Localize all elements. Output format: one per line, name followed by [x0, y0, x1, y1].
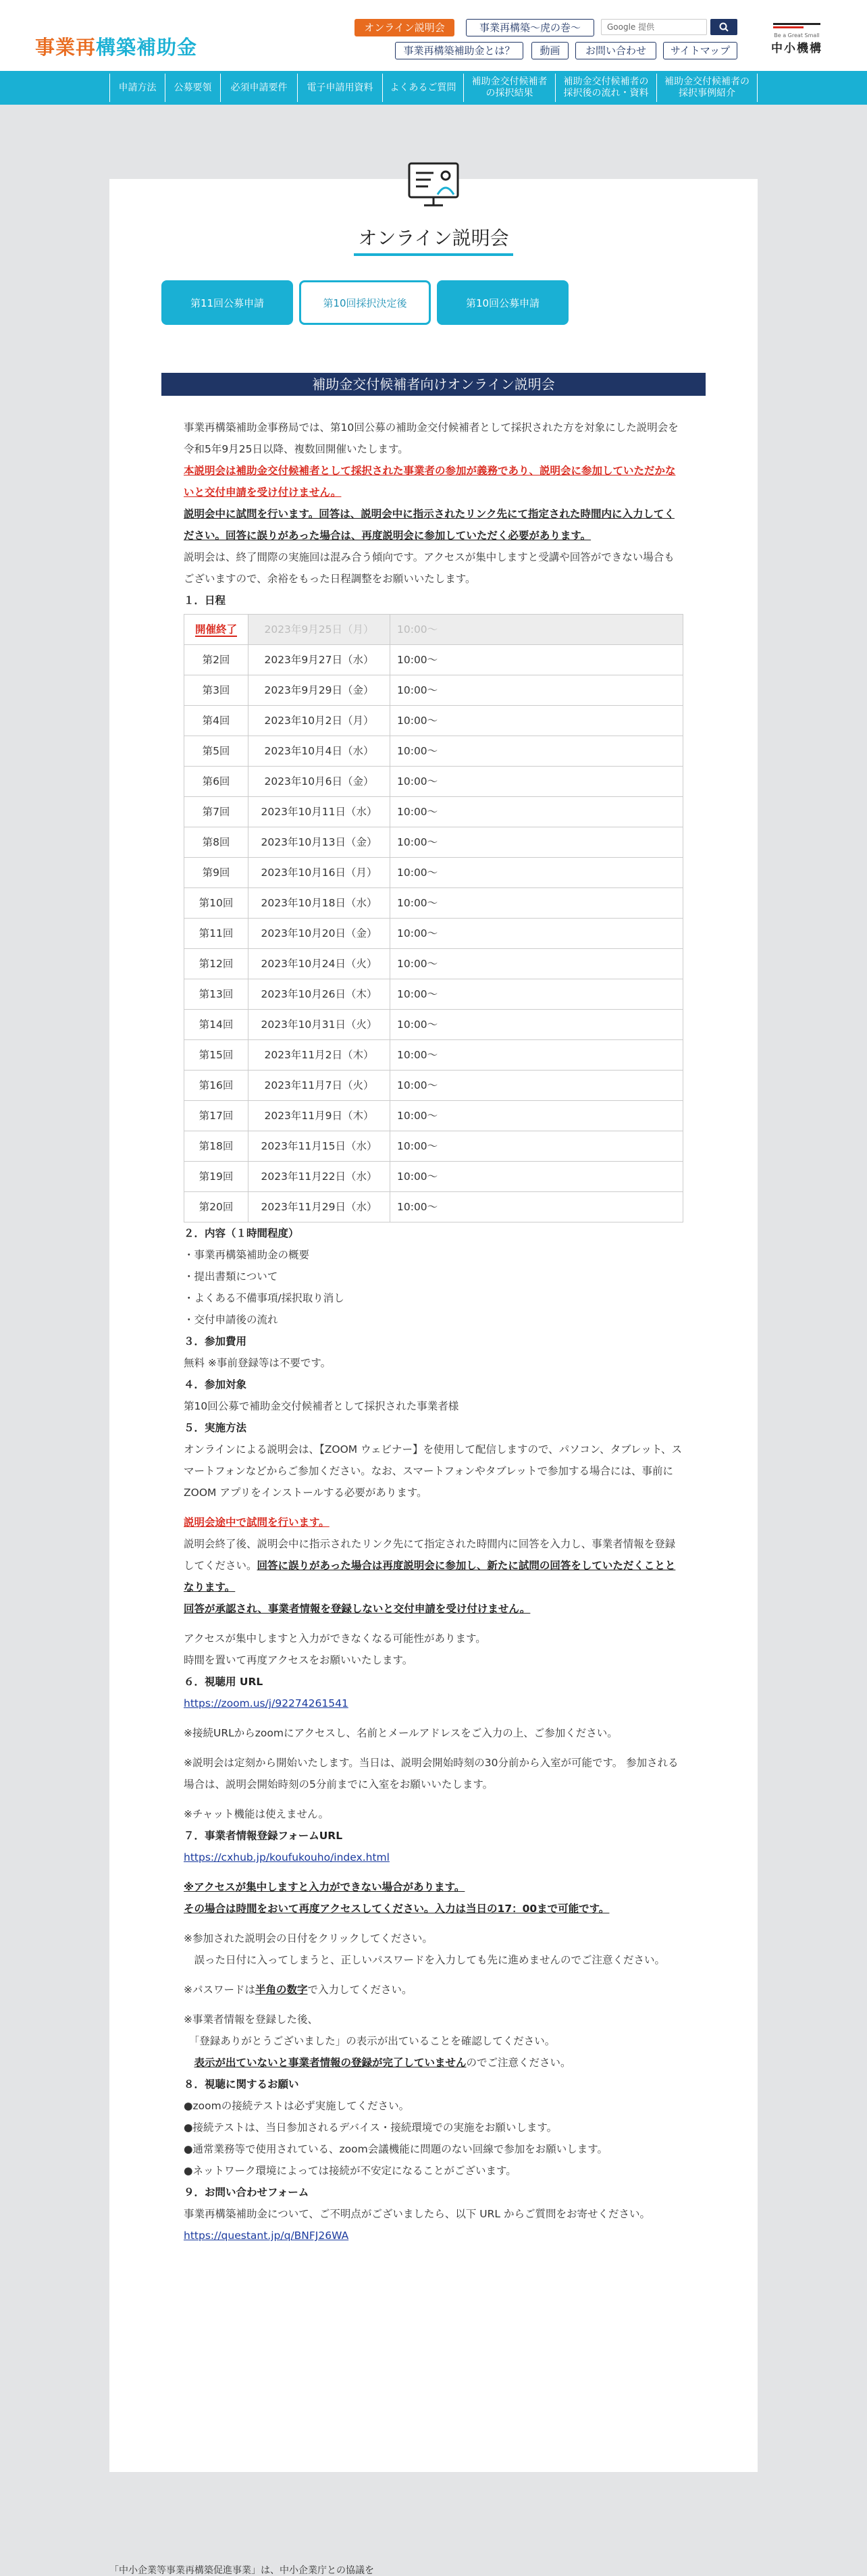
method-answer-text — [184, 1533, 683, 1598]
table-row — [184, 1040, 683, 1071]
session-date: 2023年10月2日（月） — [248, 706, 390, 736]
session-number: 第15回 — [184, 1040, 248, 1071]
table-row — [184, 979, 683, 1010]
intro-warning: 本説明会は補助金交付候補者として採択された事業者の参加が義務であり、説明会に参加していただかないと交付申請を受け付けません。 — [184, 465, 676, 498]
logo-blue-text: 構築補助金 — [96, 36, 198, 59]
session-date: 2023年11月15日（水） — [248, 1131, 390, 1162]
session-number: 第7回 — [184, 797, 248, 827]
session-time: 10:00〜 — [390, 645, 683, 675]
list-item: ●接続テストは、当日参加されるデバイス・接続環境での実施をお願いします。 — [184, 2121, 558, 2134]
intro-schedule-note: 説明会は、終了間際の実施回は混み合う傾向です。アクセスが集中しますと受講や回答ができない場合もございますので、余裕をもった日程調整をお願いいたします。 — [184, 551, 675, 585]
closed-badge: 開催終了 — [194, 623, 237, 636]
session-number: 第5回 — [184, 736, 248, 767]
form-note-1: ※参加された説明会の日付をクリックしてください。 — [184, 1932, 433, 1944]
session-number: 第13回 — [184, 979, 248, 1010]
pw-note-b: 半角の数字 — [255, 1984, 308, 1996]
form-password-note — [184, 1979, 683, 2001]
table-row — [184, 1131, 683, 1162]
session-time: 10:00〜 — [390, 1040, 683, 1071]
table-row — [184, 675, 683, 706]
footer-text: 「中小企業等事業再構築促進事業」は、中小企業庁との協議を — [109, 2565, 374, 2576]
tab-11th-application[interactable]: 第11回公募申請 — [161, 280, 293, 325]
session-time: 10:00〜 — [390, 767, 683, 797]
table-row — [184, 1071, 683, 1101]
list-item: ・交付申請後の流れ — [184, 1314, 278, 1326]
target-text: 第10回公募で補助金交付候補者として採択された事業者様 — [184, 1400, 459, 1412]
table-row — [184, 797, 683, 827]
sitemap-button[interactable]: サイトマップ — [663, 42, 737, 59]
session-number: 第18回 — [184, 1131, 248, 1162]
form-note-5: 「登録ありがとうございました」の表示が出ていることを確認してください。 — [184, 2035, 556, 2047]
form-warning-1: ※アクセスが集中しますと入力ができない場合があります。 — [184, 1881, 465, 1893]
section-content-heading: ２．内容（１時間程度） — [184, 1227, 299, 1239]
method-quiz-warning: 説明会途中で試問を行います。 — [184, 1516, 330, 1528]
session-date: 2023年10月16日（月） — [248, 858, 390, 888]
session-time: 10:00〜 — [390, 736, 683, 767]
session-number: 第20回 — [184, 1192, 248, 1222]
pw-note-a: ※パスワードは — [184, 1984, 255, 1996]
zoom-note-2: ※説明会は定刻から開始いたします。当日は、説明会開始時刻の30分前から入室が可能です。 参加される場合は、説明会開始時刻の5分前までに入室をお願いいたします。 — [184, 1757, 679, 1791]
table-row — [184, 1162, 683, 1192]
registration-form-link[interactable]: https://cxhub.jp/koufukouho/index.html — [184, 1851, 390, 1863]
session-time: 10:00〜 — [390, 706, 683, 736]
main-card — [109, 179, 758, 2472]
content-body — [184, 417, 683, 2246]
form-note-6a: 表示が出ていないと事業者情報の登録が完了していません — [194, 2057, 467, 2069]
inquiry-form-link[interactable]: https://questant.jp/q/BNFJ26WA — [184, 2230, 349, 2242]
section-schedule-heading: １．日程 — [184, 594, 226, 607]
session-time: 10:00〜 — [390, 919, 683, 949]
method-access-note: アクセスが集中しますと入力ができなくなる可能性があります。 — [184, 1632, 486, 1645]
session-date: 2023年10月26日（木） — [248, 979, 390, 1010]
table-row — [184, 706, 683, 736]
form-note-6 — [184, 2052, 683, 2073]
session-number: 第11回 — [184, 919, 248, 949]
nav-item-after-selection[interactable]: 補助金交付候補者の 採択後の流れ・資料 — [555, 74, 656, 102]
section-fee-heading: ３．参加費用 — [184, 1335, 247, 1347]
list-item: ●ネットワーク環境によっては接続が不安定になることがございます。 — [184, 2165, 517, 2177]
form-note-2: 誤った日付に入ってしまうと、正しいパスワードを入力しても先に進めませんのでご注意ください。 — [184, 1954, 666, 1966]
nav-item-application[interactable]: 申請方法 — [109, 74, 165, 102]
session-number: 第6回 — [184, 767, 248, 797]
session-number: 第12回 — [184, 949, 248, 979]
section-band: 補助金交付候補者向けオンライン説明会 — [161, 373, 706, 396]
site-header — [0, 0, 867, 71]
search-input[interactable]: Google 提供 — [601, 19, 707, 35]
top-links — [354, 19, 739, 62]
session-date: 2023年11月9日（木） — [248, 1101, 390, 1131]
list-item: ●通常業務等で使用されている、zoom会議機能に問題のない回線で参加をお願いします。 — [184, 2143, 608, 2155]
logo-orange-text: 事業再 — [35, 36, 97, 59]
session-date: 2023年10月13日（金） — [248, 827, 390, 858]
session-time: 10:00〜 — [390, 675, 683, 706]
brand-subtitle: Be a Great Small — [774, 32, 820, 38]
section-method-heading: ５．実施方法 — [184, 1422, 247, 1434]
online-seminar-icon — [406, 161, 461, 208]
table-row — [184, 645, 683, 675]
search-button[interactable] — [710, 19, 737, 35]
intro-text: 事業再構築補助金事務局では、第10回公募の補助金交付候補者として採択された方を対象にした説明会を令和5年9月25日以降、複数回開催いたします。 — [184, 421, 679, 455]
tora-no-maki-button[interactable]: 事業再構築〜虎の巻〜 — [466, 19, 594, 36]
contact-button[interactable]: お問い合わせ — [575, 42, 656, 59]
method-answer-a: 説明会終了後、説明会中に指示されたリンク先にて指定された時間内に回答を入力し、事業者情報を登録してください。 — [184, 1538, 676, 1572]
about-subsidy-button[interactable]: 事業再構築補助金とは？ — [395, 42, 523, 59]
session-date: 2023年11月29日（水） — [248, 1192, 390, 1222]
list-item: ・よくある不備事項/採択取り消し — [184, 1292, 344, 1304]
table-row — [184, 858, 683, 888]
table-row — [184, 615, 683, 645]
site-logo[interactable] — [35, 35, 197, 59]
session-number: 第3回 — [184, 675, 248, 706]
session-time: 10:00〜 — [390, 888, 683, 919]
section-inquiry-heading: ９．お問い合わせフォーム — [184, 2186, 309, 2198]
inquiry-text: 事業再構築補助金について、ご不明点がございましたら、以下 URL からご質問をお寄せください。 — [184, 2208, 650, 2220]
session-date: 2023年10月6日（金） — [248, 767, 390, 797]
list-item: ・提出書類について — [184, 1270, 278, 1283]
session-date: 2023年10月24日（火） — [248, 949, 390, 979]
session-date: 2023年10月20日（金） — [248, 919, 390, 949]
form-note-4: ※事業者情報を登録した後、 — [184, 2013, 318, 2026]
session-time: 10:00〜 — [390, 615, 683, 645]
session-number: 第9回 — [184, 858, 248, 888]
session-time: 10:00〜 — [390, 797, 683, 827]
session-time: 10:00〜 — [390, 827, 683, 858]
session-time: 10:00〜 — [390, 1131, 683, 1162]
section-form-heading: ７．事業者情報登録フォームURL — [184, 1830, 343, 1842]
zoom-note-3: ※チャット機能は使えません。 — [184, 1808, 329, 1820]
method-answer-b: 回答に誤りがあった場合は再度説明会に参加し、新たに試問の回答をしていただくこととなります。 — [184, 1560, 676, 1593]
brand-name: 中小機構 — [771, 42, 822, 55]
table-row — [184, 888, 683, 919]
section-url-heading: ６．視聴用 URL — [184, 1676, 263, 1688]
form-warning-2: その場合は時間をおいて再度アクセスしてください。入力は当日の17：00まで可能です。 — [184, 1903, 610, 1915]
page-title: オンライン説明会 — [358, 227, 509, 249]
online-briefing-button[interactable]: オンライン説明会 — [354, 19, 454, 36]
session-time: 10:00〜 — [390, 949, 683, 979]
video-button[interactable]: 動画 — [531, 42, 569, 59]
fee-text: 無料 ※事前登録等は不要です。 — [184, 1357, 332, 1369]
nav-item-results[interactable]: 補助金交付候補者 の採択結果 — [463, 74, 555, 102]
session-time: 10:00〜 — [390, 1192, 683, 1222]
table-row — [184, 736, 683, 767]
session-number: 第17回 — [184, 1101, 248, 1131]
tab-10th-application[interactable]: 第10回公募申請 — [437, 280, 569, 325]
session-date: 2023年10月11日（水） — [248, 797, 390, 827]
session-time: 10:00〜 — [390, 1101, 683, 1131]
intro-quiz-notice: 説明会中に試問を行います。回答は、説明会中に指示されたリンク先にて指定された時間内に入力してください。回答に誤りがあった場合は、再度説明会に参加していただく必要があります。 — [184, 508, 675, 542]
session-number: 第8回 — [184, 827, 248, 858]
form-note-6b: のでご注意ください。 — [466, 2057, 571, 2069]
table-row — [184, 949, 683, 979]
table-row — [184, 1010, 683, 1040]
session-time: 10:00〜 — [390, 858, 683, 888]
session-number: 第16回 — [184, 1071, 248, 1101]
pw-note-c: で入力してください。 — [307, 1984, 413, 1996]
nav-item-guidelines[interactable]: 公募要領 — [165, 74, 220, 102]
tab-10th-after-selection[interactable]: 第10回採択決定後 — [299, 280, 431, 325]
nav-item-requirements[interactable]: 必須申請要件 — [220, 74, 297, 102]
session-number: 第19回 — [184, 1162, 248, 1192]
table-row — [184, 1192, 683, 1222]
session-number: 第2回 — [184, 645, 248, 675]
table-row — [184, 1101, 683, 1131]
session-time: 10:00〜 — [390, 1071, 683, 1101]
session-date: 2023年9月25日（月） — [248, 615, 390, 645]
session-number: 第10回 — [184, 888, 248, 919]
session-date: 2023年9月27日（水） — [248, 645, 390, 675]
zoom-link[interactable]: https://zoom.us/j/92274261541 — [184, 1697, 348, 1709]
session-time: 10:00〜 — [390, 979, 683, 1010]
nav-item-faq[interactable]: よくあるご質問 — [382, 74, 463, 102]
nav-item-e-application[interactable]: 電子申請用資料 — [297, 74, 382, 102]
method-approval-notice: 回答が承認され、事業者情報を登録しないと交付申請を受け付けません。 — [184, 1603, 531, 1615]
session-time: 10:00〜 — [390, 1162, 683, 1192]
main-nav — [0, 71, 867, 105]
section-target-heading: ４．参加対象 — [184, 1379, 247, 1391]
session-date: 2023年11月2日（木） — [248, 1040, 390, 1071]
session-date: 2023年11月7日（火） — [248, 1071, 390, 1101]
section-viewing-heading: ８．視聴に関するお願い — [184, 2078, 299, 2090]
table-row — [184, 767, 683, 797]
session-number: 第4回 — [184, 706, 248, 736]
search-icon — [719, 22, 729, 32]
session-date: 2023年9月29日（金） — [248, 675, 390, 706]
title-underline — [354, 253, 513, 256]
session-date: 2023年10月18日（水） — [248, 888, 390, 919]
method-retry-note: 時間を置いて再度アクセスをお願いいたします。 — [184, 1654, 413, 1666]
session-date: 2023年11月22日（水） — [248, 1162, 390, 1192]
list-item: ●zoomの接続テストは必ず実施してください。 — [184, 2100, 410, 2112]
method-text: オンラインによる説明会は、【ZOOM ウェビナー】を使用して配信しますので、パソコン、タブレット、スマートフォンなどからご参加ください。なお、スマートフォンやタブレットで参加する場合には、事前に ZOOM アプリをインストールする必要があります。 — [184, 1443, 682, 1499]
nav-item-case-studies[interactable]: 補助金交付候補者の 採択事例紹介 — [656, 74, 758, 102]
table-row — [184, 827, 683, 858]
smrj-logo[interactable] — [763, 20, 831, 61]
list-item: ・事業再構築補助金の概要 — [184, 1249, 310, 1261]
session-time: 10:00〜 — [390, 1010, 683, 1040]
session-number: 第14回 — [184, 1010, 248, 1040]
smrj-mark-icon — [773, 20, 820, 30]
session-date: 2023年10月31日（火） — [248, 1010, 390, 1040]
zoom-note-1: ※接続URLからzoomにアクセスし、名前とメールアドレスをご入力の上、ご参加ください。 — [184, 1727, 618, 1739]
session-date: 2023年10月4日（水） — [248, 736, 390, 767]
table-row — [184, 919, 683, 949]
schedule-table — [184, 614, 683, 1222]
